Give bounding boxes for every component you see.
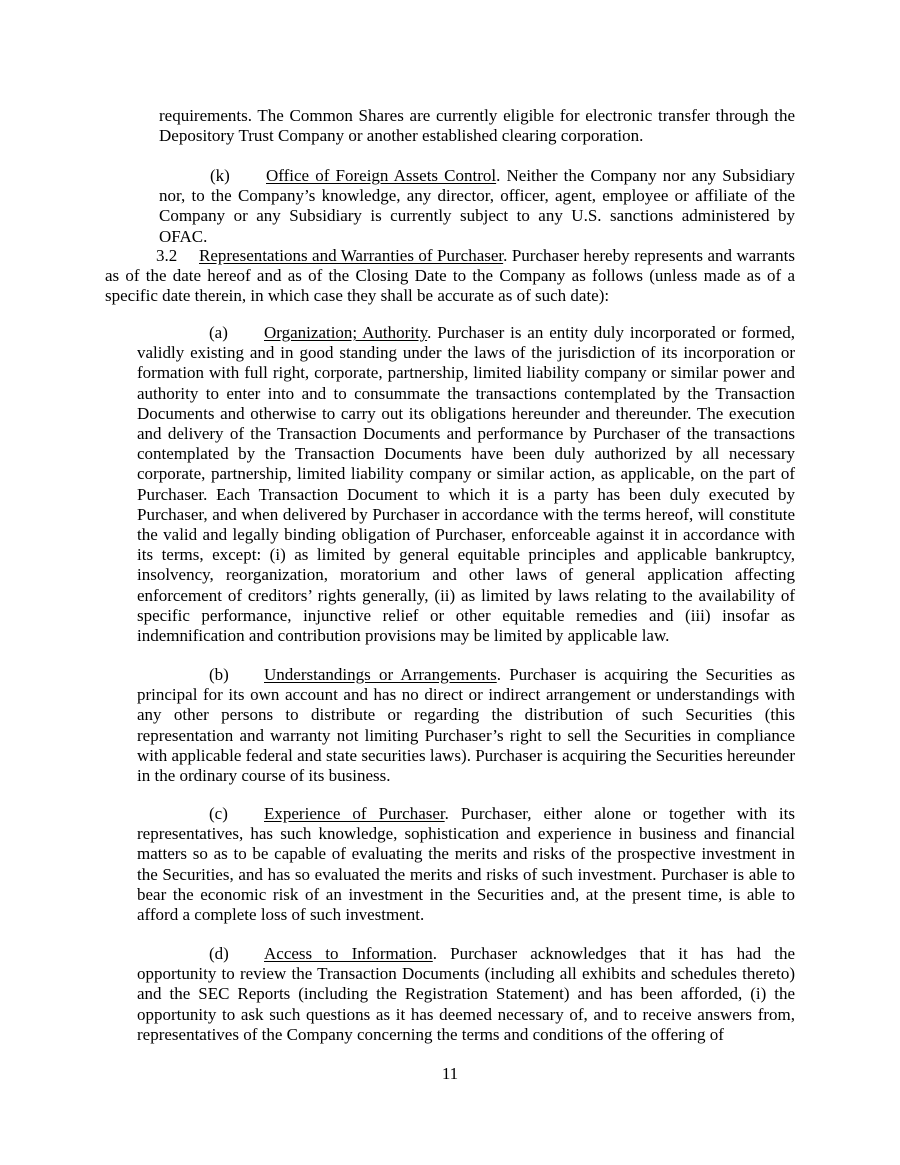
section-k — [159, 166, 795, 247]
section-3-2-number: 3.2 — [156, 246, 178, 265]
section-a-number: (a) — [209, 323, 228, 342]
section-b-heading: Understandings or Arrangements — [264, 665, 497, 684]
section-d — [137, 944, 795, 1045]
section-a-heading: Organization; Authority — [264, 323, 428, 342]
section-3-2 — [105, 246, 795, 307]
section-k-heading: Office of Foreign Assets Control — [266, 166, 497, 185]
section-d-heading: Access to Information — [264, 944, 433, 963]
page-number: 11 — [441, 1064, 459, 1083]
section-b-number: (b) — [209, 665, 229, 684]
section-3-2-body: . Purchaser hereby represents and warrants as of the date hereof and as of the Closing Date to the Company as follows (unless made as of a specific date therein, in which case they shall be accurate as of such date): — [105, 246, 795, 306]
section-3-2-heading: Representations and Warranties of Purchaser — [199, 246, 504, 265]
section-c-number: (c) — [209, 804, 228, 823]
section-k-number: (k) — [210, 166, 230, 185]
continuation-text: requirements. The Common Shares are currently eligible for electronic transfer through the Depository Trust Company or another established clearing corporation. — [159, 106, 795, 146]
section-b — [137, 665, 795, 786]
section-c — [137, 804, 795, 925]
section-a-body: . Purchaser is an entity duly incorporated or formed, validly existing and in good standing under the laws of the jurisdiction of its incorporation or formation with full right, corporate, partnership, limited liability company or similar power and authority to enter into and to consummate the transactions contemplated by the Transaction Documents and otherwise to carry out its obligations hereunder and thereunder. The execution and delivery of the Transaction Documents and performance by Purchaser of the transactions contemplated by the Transaction Documents have been duly authorized by all necessary corporate, partnership, limited liability company or similar action, as applicable, on the part of Purchaser. Each Transaction Document to which it is a party has been duly executed by Purchaser, and when delivered by Purchaser in accordance with the terms hereof, will constitute the valid and legally binding obligation of Purchaser, enforceable against it in accordance with its terms, except: (i) as limited by general equitable principles and applicable bankruptcy, insolvency, reorganization, moratorium and other laws of general application affecting enforcement of creditors’ rights generally, (ii) as limited by laws relating to the availability of specific performance, injunctive relief or other equitable remedies and (iii) insofar as indemnification and contribution provisions may be limited by applicable law. — [137, 323, 795, 646]
section-b-body: . Purchaser is acquiring the Securities as principal for its own account and has no direct or indirect arrangement or understandings with any other persons to distribute or regarding the distribution of such Securities (this representation and warranty not limiting Purchaser’s right to sell the Securities in compliance with applicable federal and state securities laws). Purchaser is acquiring the Securities hereunder in the ordinary course of its business. — [137, 665, 795, 786]
section-d-number: (d) — [209, 944, 229, 963]
paragraph-continuation — [159, 106, 795, 146]
section-a — [137, 323, 795, 646]
section-d-body: . Purchaser acknowledges that it has had the opportunity to review the Transaction Documents (including all exhibits and schedules thereto) and the SEC Reports (including the Registration Statement) and has been afforded, (i) the opportunity to ask such questions as it has deemed necessary of, and to receive answers from, representatives of the Company concerning the terms and conditions of the offering of — [137, 944, 795, 1044]
section-c-heading: Experience of Purchaser — [264, 804, 445, 823]
section-c-body: . Purchaser, either alone or together with its representatives, has such knowledge, sophistication and experience in business and financial matters so as to be capable of evaluating the merits and risks of the prospective investment in the Securities, and has so evaluated the merits and risks of such investment. Purchaser is able to bear the economic risk of an investment in the Securities and, at the present time, is able to afford a complete loss of such investment. — [137, 804, 795, 925]
section-k-body: . Neither the Company nor any Subsidiary nor, to the Company’s knowledge, any director, officer, agent, employee or affiliate of the Company or any Subsidiary is currently subject to any U.S. sanctions administered by OFAC. — [159, 166, 795, 246]
